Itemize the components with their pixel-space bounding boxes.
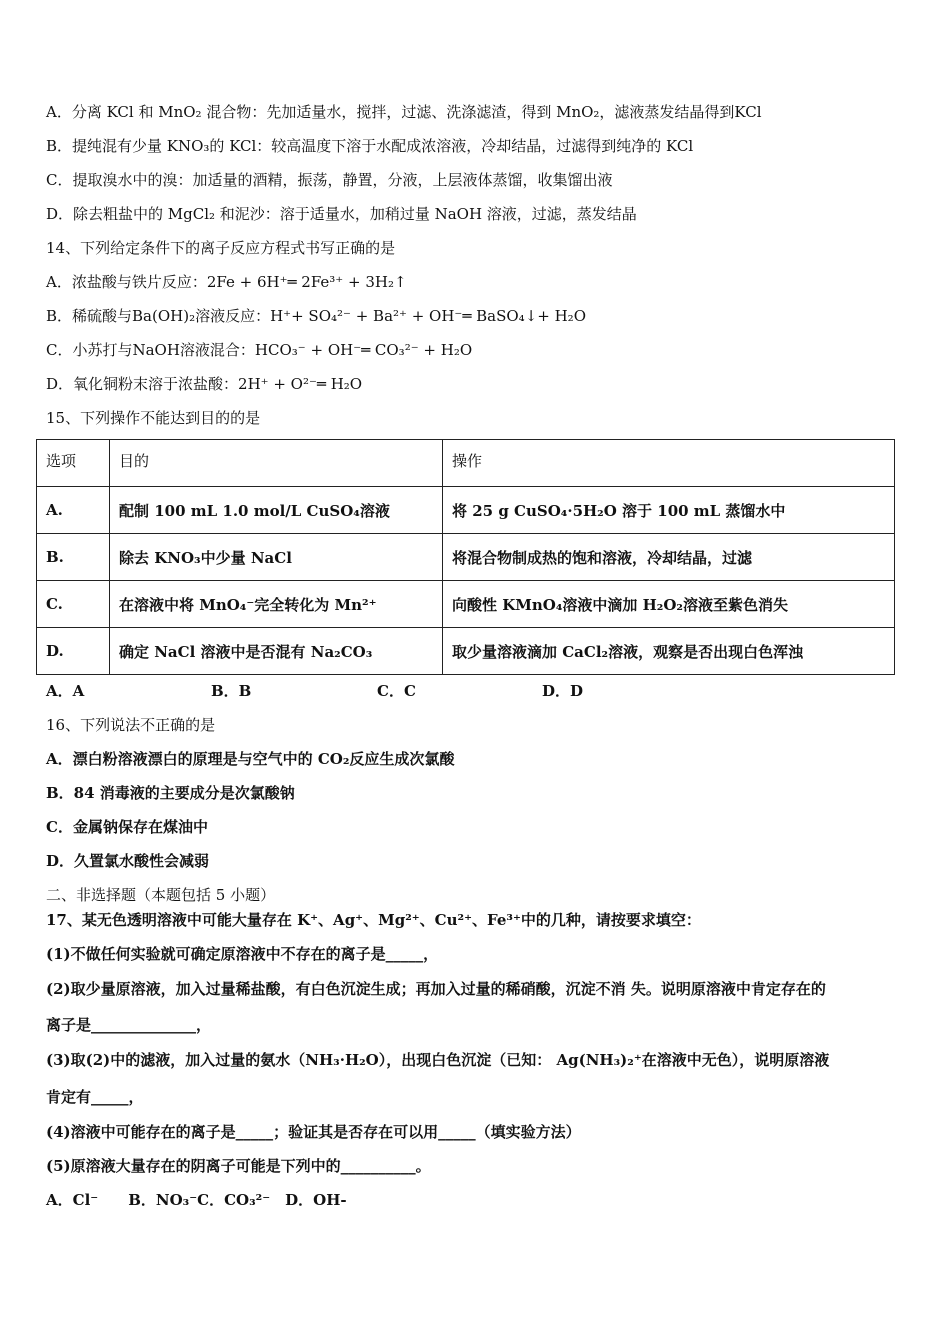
table-header-cell: 选项 [37, 440, 110, 487]
q17-part-5: (5)原溶液大量存在的阴离子可能是下列中的__________。 [46, 1157, 431, 1175]
table-row [37, 581, 895, 628]
table-row [37, 534, 895, 581]
q16-stem: 16、下列说法不正确的是 [46, 716, 216, 734]
q15-option-d: D．D [542, 682, 584, 700]
table-row [37, 487, 895, 534]
q14-option-d: D．氧化铜粉末溶于浓盐酸：2H⁺ + O²⁻═ H₂O [46, 375, 363, 393]
q15-stem: 15、下列操作不能达到目的的是 [46, 409, 261, 427]
q15-option-a: A．A [46, 682, 85, 700]
q13-option-b: B．提纯混有少量 KNO₃的 KCl：较高温度下溶于水配成浓溶液，冷却结晶，过滤得到纯净的 KCl [46, 137, 694, 155]
q16-option-b: B．84 消毒液的主要成分是次氯酸钠 [46, 784, 295, 802]
q15-table [36, 439, 895, 675]
q17-part-2: (2)取少量原溶液，加入过量稀盐酸，有白色沉淀生成；再加入过量的稀硝酸，沉淀不消 失。说明原溶液中肯定存在的 [46, 980, 826, 998]
table-cell: 取少量溶液滴加 CaCl₂溶液，观察是否出现白色浑浊 [443, 628, 895, 675]
table-cell: D. [37, 628, 110, 675]
q14-option-a: A．浓盐酸与铁片反应：2Fe + 6H⁺═ 2Fe³⁺ + 3H₂↑ [46, 273, 407, 291]
q14-stem: 14、下列给定条件下的离子反应方程式书写正确的是 [46, 239, 396, 257]
table-cell: 在溶液中将 MnO₄⁻完全转化为 Mn²⁺ [110, 581, 443, 628]
q16-option-d: D．久置氯水酸性会减弱 [46, 852, 210, 870]
table-cell: B. [37, 534, 110, 581]
table-header-cell: 操作 [443, 440, 895, 487]
q16-option-c: C．金属钠保存在煤油中 [46, 818, 208, 836]
q13-option-a: A．分离 KCl 和 MnO₂ 混合物：先加适量水，搅拌，过滤、洗涤滤渣，得到 MnO₂，滤液蒸发结晶得到KCl [46, 103, 762, 121]
table-cell: 将 25 g CuSO₄·5H₂O 溶于 100 mL 蒸馏水中 [443, 487, 895, 534]
table-row [37, 628, 895, 675]
q15-option-c: C．C [377, 682, 416, 700]
table-cell: 除去 KNO₃中少量 NaCl [110, 534, 443, 581]
table-cell: A. [37, 487, 110, 534]
table-header-row [37, 440, 895, 487]
q16-option-a: A．漂白粉溶液漂白的原理是与空气中的 CO₂反应生成次氯酸 [46, 750, 455, 768]
q15-option-b: B．B [211, 682, 252, 700]
q17-part-1: (1)不做任何实验就可确定原溶液中不存在的离子是_____， [46, 945, 439, 963]
table-cell: 确定 NaCl 溶液中是否混有 Na₂CO₃ [110, 628, 443, 675]
q17-part-3: (3)取(2)中的滤液，加入过量的氨水（NH₃·H₂O），出现白色沉淀（已知： Ag(NH₃)₂⁺在溶液中无色），说明原溶液 [46, 1051, 830, 1069]
q14-option-c: C．小苏打与NaOH溶液混合：HCO₃⁻ + OH⁻═ CO₃²⁻ + H₂O [46, 341, 473, 359]
table-cell: 向酸性 KMnO₄溶液中滴加 H₂O₂溶液至紫色消失 [443, 581, 895, 628]
section-2-heading: 二、非选择题（本题包括 5 小题） [46, 886, 276, 904]
q17-options: A．Cl⁻ B．NO₃⁻C．CO₃²⁻ D．OH- [46, 1191, 347, 1209]
q13-option-d: D．除去粗盐中的 MgCl₂ 和泥沙：溶于适量水，加稍过量 NaOH 溶液，过滤，蒸发结晶 [46, 205, 637, 223]
q13-option-c: C．提取溴水中的溴：加适量的酒精，振荡，静置，分液，上层液体蒸馏，收集馏出液 [46, 171, 613, 189]
q17-stem: 17、某无色透明溶液中可能大量存在 K⁺、Ag⁺、Mg²⁺、Cu²⁺、Fe³⁺中的几种，请按要求填空： [46, 911, 701, 929]
table-cell: 配制 100 mL 1.0 mol/L CuSO₄溶液 [110, 487, 443, 534]
q17-part-4: (4)溶液中可能存在的离子是_____；验证其是否存在可以用_____（填实验方法） [46, 1123, 581, 1141]
table-cell: 将混合物制成热的饱和溶液，冷却结晶，过滤 [443, 534, 895, 581]
q17-part-3-cont: 肯定有_____， [46, 1088, 144, 1106]
q17-part-2-cont: 离子是______________， [46, 1016, 212, 1034]
q14-option-b: B．稀硫酸与Ba(OH)₂溶液反应：H⁺+ SO₄²⁻ + Ba²⁺ + OH⁻═ BaSO₄↓+ H₂O [46, 307, 586, 325]
table-header-cell: 目的 [110, 440, 443, 487]
table-cell: C. [37, 581, 110, 628]
